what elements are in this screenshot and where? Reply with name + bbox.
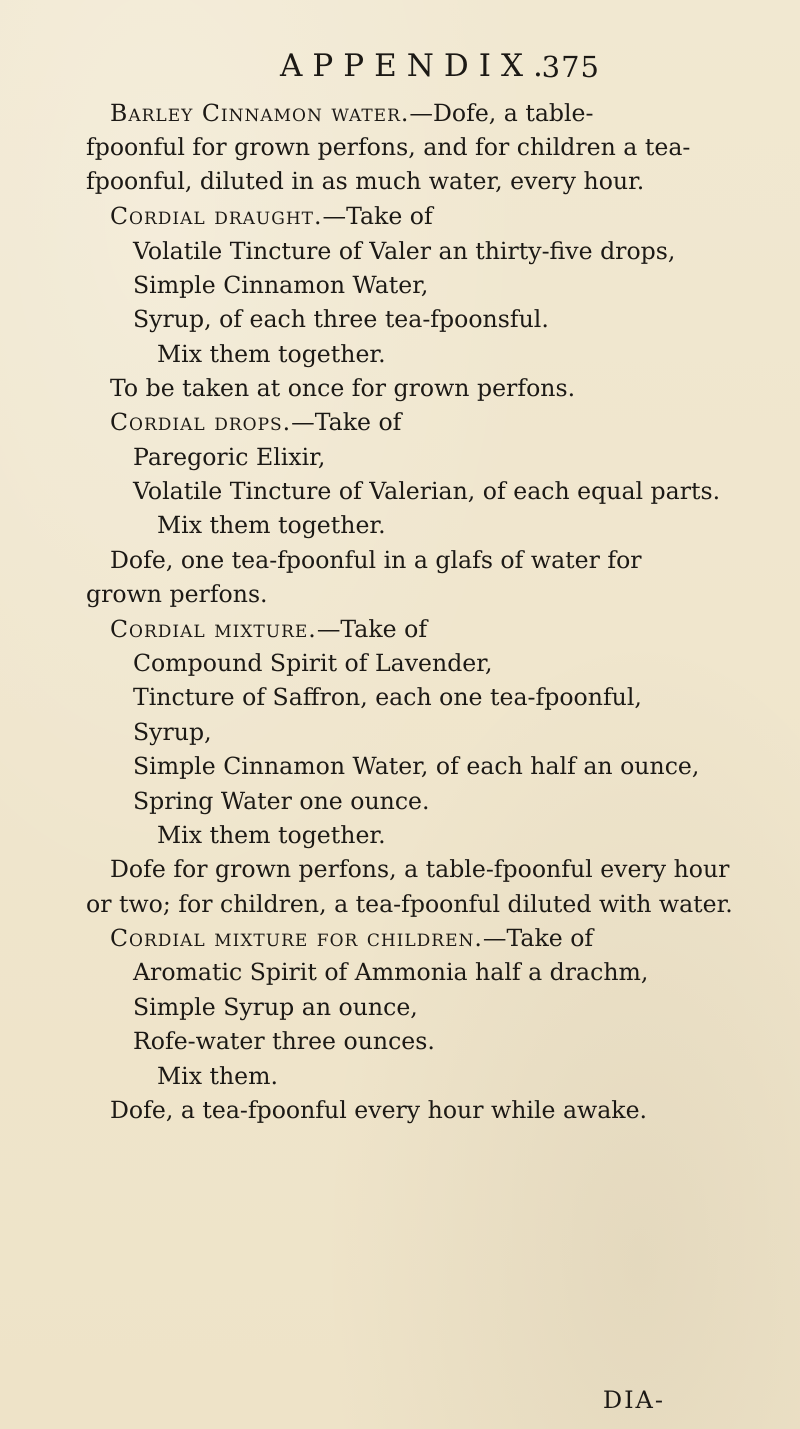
page-header xyxy=(280,48,600,84)
text-span: Paregoric Elixir, xyxy=(133,443,326,471)
text-line xyxy=(110,854,729,884)
text-span: Rofe-water three ounces. xyxy=(133,1027,435,1055)
section-heading: Cordial draught. xyxy=(110,202,323,230)
text-line xyxy=(133,682,642,712)
text-span: Aromatic Spirit of Ammonia half a drachm, xyxy=(133,958,649,986)
text-line xyxy=(133,270,428,300)
running-head: APPENDIX. xyxy=(280,48,553,84)
text-span: To be taken at once for grown perfons. xyxy=(110,374,576,402)
text-span: or two; for children, a tea-fpoonful diluted with water. xyxy=(86,890,733,918)
text-line xyxy=(133,992,418,1022)
text-line xyxy=(110,614,427,644)
text-line xyxy=(157,339,386,369)
text-span: Mix them together. xyxy=(157,340,386,368)
text-line xyxy=(133,1026,435,1056)
text-span: Compound Spirit of Lavender, xyxy=(133,649,493,677)
text-line xyxy=(133,476,720,506)
section-heading: Cordial drops. xyxy=(110,408,292,436)
text-line xyxy=(86,889,733,919)
text-span: Dofe for grown perfons, a table-fpoonful every hour xyxy=(110,855,730,883)
section-heading: Barley Cinnamon water. xyxy=(110,99,410,127)
text-line xyxy=(110,373,575,403)
page-number: 375 xyxy=(541,50,600,84)
text-line xyxy=(110,98,593,128)
text-span: Simple Cinnamon Water, of each half an ounce, xyxy=(133,752,700,780)
text-line xyxy=(86,166,644,196)
text-line xyxy=(110,545,642,575)
text-span: fpoonful, diluted in as much water, every hour. xyxy=(86,167,645,195)
text-span: Tincture of Saffron, each one tea-fpoonful, xyxy=(133,683,642,711)
text-line xyxy=(133,786,430,816)
section-heading: Cordial mixture. xyxy=(110,615,317,643)
text-line xyxy=(133,648,492,678)
text-line xyxy=(133,442,325,472)
text-line xyxy=(110,201,433,231)
text-line xyxy=(133,751,699,781)
text-span: Syrup, xyxy=(133,718,212,746)
text-span: Simple Syrup an ounce, xyxy=(133,993,418,1021)
text-line xyxy=(86,132,690,162)
text-span: fpoonful for grown perfons, and for children a tea- xyxy=(86,133,691,161)
text-span: —Take of xyxy=(322,202,433,230)
text-span: grown perfons. xyxy=(86,580,268,608)
text-span: Dofe, a tea-fpoonful every hour while awake. xyxy=(110,1096,648,1124)
text-span: Mix them together. xyxy=(157,511,386,539)
text-line xyxy=(110,1095,647,1125)
text-span: Dofe, one tea-fpoonful in a glafs of water for xyxy=(110,546,642,574)
text-span: —Dofe, a table- xyxy=(409,99,594,127)
text-line xyxy=(86,579,268,609)
catchword: DIA- xyxy=(602,1386,665,1414)
text-line xyxy=(133,236,675,266)
text-line xyxy=(110,923,593,953)
text-span: Mix them together. xyxy=(157,821,386,849)
text-span: Simple Cinnamon Water, xyxy=(133,271,429,299)
text-span: Volatile Tincture of Valer an thirty-five drops, xyxy=(133,237,676,265)
text-span: —Take of xyxy=(316,615,428,643)
text-line xyxy=(133,717,212,747)
text-line xyxy=(157,820,386,850)
text-span: Volatile Tincture of Valerian, of each equal parts. xyxy=(133,477,721,505)
text-line xyxy=(157,510,386,540)
text-span: —Take of xyxy=(291,408,402,436)
text-line xyxy=(133,957,648,987)
text-line xyxy=(110,407,401,437)
text-span: Spring Water one ounce. xyxy=(133,787,430,815)
text-span: Mix them. xyxy=(157,1062,279,1090)
section-heading: Cordial mixture for children. xyxy=(110,924,483,952)
text-line xyxy=(133,304,549,334)
text-span: —Take of xyxy=(482,924,594,952)
text-line xyxy=(157,1061,278,1091)
text-span: Syrup, of each three tea-fpoonsful. xyxy=(133,305,549,333)
